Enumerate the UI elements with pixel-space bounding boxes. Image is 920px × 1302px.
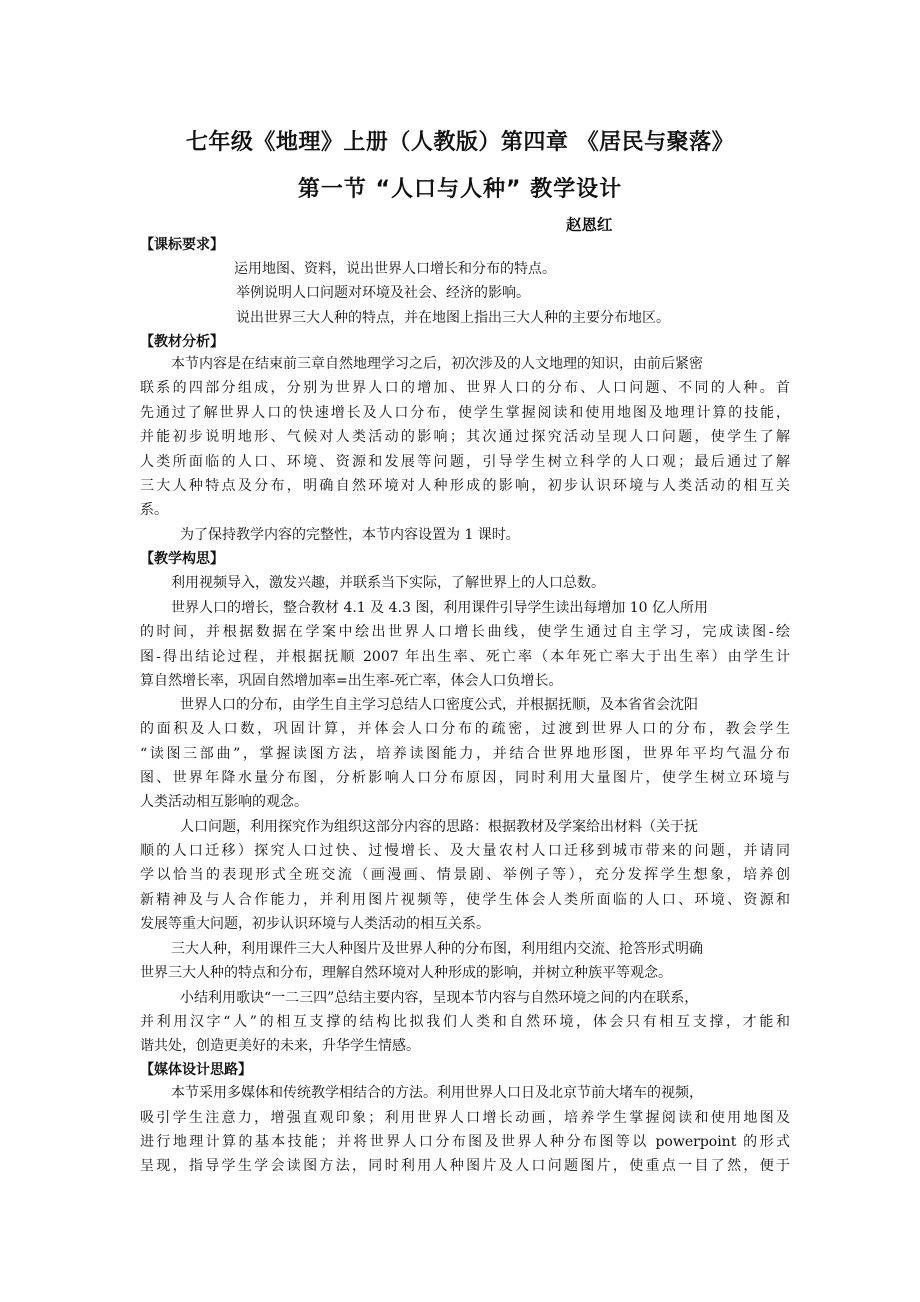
concept-line: 小结利用歌诀“一二三四”总结主要内容，呈现本节内容与自然环境之间的内在联系， xyxy=(180,990,699,1006)
concept-line: 世界人口的增长，整合教材 4.1 及 4.3 图，利用课件引导学生读出每增加 10 亿人所用 xyxy=(171,600,709,616)
concept-line: 人类活动相互影响的观念。 xyxy=(140,794,308,810)
heading-curriculum: 【课标要求】 xyxy=(140,237,224,253)
concept-line: 的时间，并根据数据在学案中绘出世界人口增长曲线，使学生通过自主学习，完成读图-绘 xyxy=(140,624,790,640)
analysis-line: 三大人种特点及分布，明确自然环境对人种形成的影响，初步认识环境与人类活动的相互关 xyxy=(140,478,790,494)
section-title: 第一节 “人口与人种” 教学设计 xyxy=(297,177,623,202)
media-line: 本节采用多媒体和传统教学相结合的方法。利用世界人口日及北京节前大堵车的视频， xyxy=(171,1085,703,1101)
author-name: 赵恩红 xyxy=(566,216,613,234)
concept-line: 谐共处，创造更美好的未来，升华学生情感。 xyxy=(140,1038,420,1054)
concept-line: 人口问题，利用探究作为组织这部分内容的思路：根据教材及学案给出材料（关于抚 xyxy=(180,819,698,835)
media-line: 进行地理计算的基本技能；并将世界人口分布图及世界人种分布图等以 powerpoint 的形式 xyxy=(140,1134,790,1150)
heading-media: 【媒体设计思路】 xyxy=(140,1062,252,1078)
media-line: 吸引学生注意力，增强直观印象；利用世界人口增长动画，培养学生掌握阅读和使用地图及 xyxy=(140,1110,790,1126)
curriculum-line: 说出世界三大人种的特点，并在地图上指出三大人种的主要分布地区。 xyxy=(236,310,670,326)
concept-line: 顺的人口迁移）探究人口过快、过慢增长、及大量农村人口迁移到城市带来的问题，并请同 xyxy=(140,843,790,859)
concept-line: 并利用汉字“人”的相互支撑的结构比拟我们人类和自然环境，体会只有相互支撑，才能和 xyxy=(140,1014,790,1030)
analysis-line: 并能初步说明地形、气候对人类活动的影响；其次通过探究活动呈现人口问题，使学生了解 xyxy=(140,429,790,445)
concept-line: 学以恰当的表现形式全班交流（画漫画、情景剧、举例子等），充分发挥学生想象，培养创 xyxy=(140,867,790,883)
heading-analysis: 【教材分析】 xyxy=(140,334,224,350)
curriculum-line: 运用地图、资料，说出世界人口增长和分布的特点。 xyxy=(234,261,556,277)
media-line: 呈现，指导学生学会读图方法，同时利用人种图片及人口问题图片，使重点一目了然，便于 xyxy=(140,1158,790,1174)
concept-line: 的面积及人口数，巩固计算，并体会人口分布的疏密，过渡到世界人口的分布，教会学生 xyxy=(140,721,790,737)
document-title: 七年级《地理》上册（人教版）第四章 《居民与聚落》 xyxy=(185,130,735,155)
concept-line: 发展等重大问题，初步认识环境与人类活动的相互关系。 xyxy=(140,916,490,932)
concept-line: 新精神及与人合作能力，并利用图片视频等，使学生体会人类所面临的人口、环境、资源和 xyxy=(140,892,790,908)
analysis-line: 联系的四部分组成，分别为世界人口的增加、世界人口的分布、人口问题、不同的人种。首 xyxy=(140,380,790,396)
concept-line: 图-得出结论过程，并根据抚顺 2007 年出生率、死亡率（本年死亡率大于出生率）由学生计 xyxy=(140,649,790,665)
concept-line: 算自然增长率，巩固自然增加率=出生率-死亡率，体会人口负增长。 xyxy=(140,673,563,689)
concept-line: “读图三部曲”，掌握读图方法，培养读图能力，并结合世界地形图，世界年平均气温分布 xyxy=(140,746,790,762)
heading-concept: 【教学构思】 xyxy=(140,551,224,567)
analysis-line: 本节内容是在结束前三章自然地理学习之后，初次涉及的人文地理的知识，由前后紧密 xyxy=(171,356,703,372)
analysis-line: 先通过了解世界人口的快速增长及人口分布，使学生掌握阅读和使用地图及地理计算的技能， xyxy=(140,405,790,421)
concept-line: 世界人口的分布，由学生自主学习总结人口密度公式，并根据抚顺，及本省省会沈阳 xyxy=(180,697,698,713)
concept-line: 利用视频导入，激发兴趣，并联系当下实际，了解世界上的人口总数。 xyxy=(171,575,605,591)
concept-line: 图、世界年降水量分布图，分析影响人口分布原因，同时利用大量图片，使学生树立环境与 xyxy=(140,770,790,786)
analysis-line: 人类所面临的人口、环境、资源和发展等问题，引导学生树立科学的人口观；最后通过了解 xyxy=(140,454,790,470)
curriculum-line: 举例说明人口问题对环境及社会、经济的影响。 xyxy=(236,285,530,301)
analysis-line: 为了保持教学内容的完整性，本节内容设置为 1 课时。 xyxy=(180,527,520,543)
concept-line: 三大人种，利用课件三大人种图片及世界人种的分布图，利用组内交流、抢答形式明确 xyxy=(171,941,703,957)
concept-line: 世界三大人种的特点和分布，理解自然环境对人种形成的影响，并树立种族平等观念。 xyxy=(140,965,672,981)
analysis-line: 系。 xyxy=(140,502,168,518)
